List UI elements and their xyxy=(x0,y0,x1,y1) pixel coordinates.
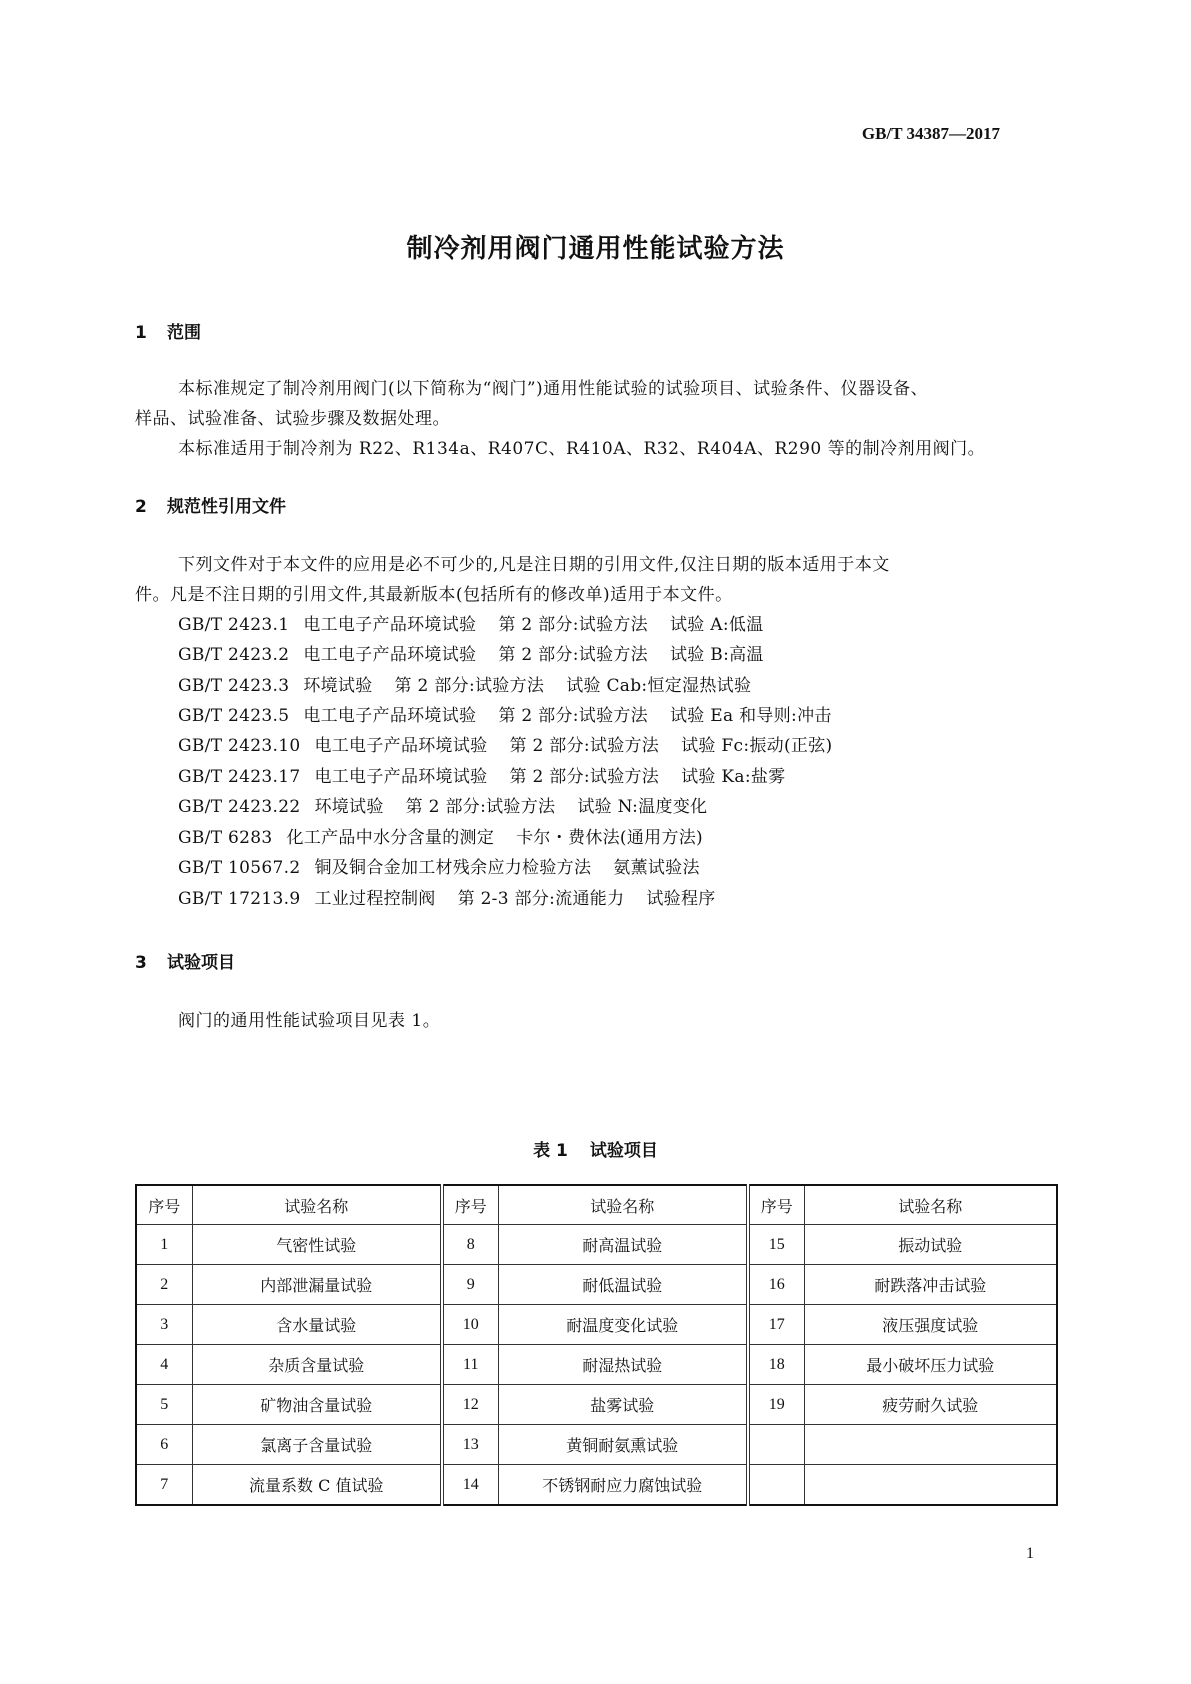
cell-seq: 1 xyxy=(136,1225,192,1265)
reference-test: 试验 Ka:盐雾 xyxy=(681,767,786,787)
cell-test-name: 振动试验 xyxy=(804,1225,1057,1265)
reference-title: 电工电子产品环境试验 xyxy=(314,767,488,787)
cell-test-name: 耐温度变化试验 xyxy=(498,1305,748,1345)
reference-title: 环境试验 xyxy=(314,797,384,817)
section-title: 试验项目 xyxy=(167,953,235,973)
reference-item xyxy=(178,671,751,696)
page-number: 1 xyxy=(1026,1545,1034,1562)
cell-test-name: 含水量试验 xyxy=(192,1305,442,1345)
table-row xyxy=(136,1465,1057,1506)
cell-seq: 10 xyxy=(442,1305,498,1345)
header-name: 试验名称 xyxy=(804,1185,1057,1225)
reference-code: GB/T 6283 xyxy=(178,828,273,848)
reference-part: 第 2 部分:试验方法 xyxy=(509,736,660,756)
cell-test-name xyxy=(804,1465,1057,1506)
reference-title: 铜及铜合金加工材残余应力检验方法 xyxy=(314,858,592,878)
cell-test-name: 液压强度试验 xyxy=(804,1305,1057,1345)
test-items-intro: 阀门的通用性能试验项目见表 1。 xyxy=(178,1011,441,1031)
cell-test-name: 气密性试验 xyxy=(192,1225,442,1265)
table-caption-label: 表 1 xyxy=(533,1141,568,1161)
table-header-row xyxy=(136,1185,1057,1225)
reference-code: GB/T 17213.9 xyxy=(178,889,301,909)
cell-seq: 4 xyxy=(136,1345,192,1385)
table-caption xyxy=(0,1136,1191,1161)
scope-paragraph-line: 本标准规定了制冷剂用阀门(以下简称为“阀门”)通用性能试验的试验项目、试验条件、仪器设备、 xyxy=(178,379,929,399)
table-caption-title: 试验项目 xyxy=(589,1141,658,1161)
references-intro-line: 下列文件对于本文件的应用是必不可少的,凡是注日期的引用文件,仅注日期的版本适用于本文 xyxy=(178,555,890,575)
cell-test-name: 耐低温试验 xyxy=(498,1265,748,1305)
section-1-heading xyxy=(135,318,201,343)
reference-title: 电工电子产品环境试验 xyxy=(303,645,477,665)
cell-seq: 15 xyxy=(748,1225,804,1265)
table-row xyxy=(136,1225,1057,1265)
reference-test: 试验程序 xyxy=(646,889,716,909)
cell-seq: 6 xyxy=(136,1425,192,1465)
table-row xyxy=(136,1345,1057,1385)
cell-seq: 12 xyxy=(442,1385,498,1425)
cell-test-name: 流量系数 C 值试验 xyxy=(192,1465,442,1506)
cell-seq: 18 xyxy=(748,1345,804,1385)
cell-seq xyxy=(748,1465,804,1506)
cell-seq: 7 xyxy=(136,1465,192,1506)
reference-title: 电工电子产品环境试验 xyxy=(314,736,488,756)
reference-part: 第 2-3 部分:流通能力 xyxy=(457,889,625,909)
reference-part: 氨薰试验法 xyxy=(613,858,700,878)
cell-test-name: 黄铜耐氨熏试验 xyxy=(498,1425,748,1465)
reference-part: 第 2 部分:试验方法 xyxy=(498,706,648,726)
reference-item xyxy=(178,701,832,726)
cell-test-name: 不锈钢耐应力腐蚀试验 xyxy=(498,1465,748,1506)
cell-seq: 9 xyxy=(442,1265,498,1305)
reference-title: 电工电子产品环境试验 xyxy=(303,706,477,726)
table-row xyxy=(136,1425,1057,1465)
reference-item xyxy=(178,884,716,909)
reference-part: 第 2 部分:试验方法 xyxy=(498,645,648,665)
cell-seq: 5 xyxy=(136,1385,192,1425)
reference-item xyxy=(178,731,832,756)
cell-test-name: 杂质含量试验 xyxy=(192,1345,442,1385)
section-2-heading xyxy=(135,492,286,517)
cell-test-name: 耐高温试验 xyxy=(498,1225,748,1265)
cell-seq: 8 xyxy=(442,1225,498,1265)
reference-test: 试验 Cab:恒定湿热试验 xyxy=(566,676,752,696)
cell-test-name: 矿物油含量试验 xyxy=(192,1385,442,1425)
reference-item xyxy=(178,823,725,848)
header-name: 试验名称 xyxy=(192,1185,442,1225)
cell-test-name: 疲劳耐久试验 xyxy=(804,1385,1057,1425)
references-intro-line: 件。凡是不注日期的引用文件,其最新版本(包括所有的修改单)适用于本文件。 xyxy=(135,585,733,605)
reference-title: 电工电子产品环境试验 xyxy=(303,615,477,635)
cell-seq: 3 xyxy=(136,1305,192,1345)
table-row xyxy=(136,1385,1057,1425)
reference-part: 第 2 部分:试验方法 xyxy=(509,767,660,787)
table-row xyxy=(136,1305,1057,1345)
reference-code: GB/T 2423.5 xyxy=(178,706,290,726)
cell-test-name xyxy=(804,1425,1057,1465)
reference-code: GB/T 2423.3 xyxy=(178,676,290,696)
section-title: 范围 xyxy=(167,323,201,343)
cell-test-name: 耐跌落冲击试验 xyxy=(804,1265,1057,1305)
test-items-table xyxy=(135,1184,1058,1506)
cell-test-name: 耐湿热试验 xyxy=(498,1345,748,1385)
header-name: 试验名称 xyxy=(498,1185,748,1225)
reference-code: GB/T 10567.2 xyxy=(178,858,301,878)
section-title: 规范性引用文件 xyxy=(167,497,286,517)
cell-seq: 16 xyxy=(748,1265,804,1305)
cell-seq xyxy=(748,1425,804,1465)
table-row xyxy=(136,1265,1057,1305)
reference-part: 第 2 部分:试验方法 xyxy=(405,797,556,817)
header-seq: 序号 xyxy=(442,1185,498,1225)
cell-test-name: 氯离子含量试验 xyxy=(192,1425,442,1465)
reference-item xyxy=(178,853,722,878)
header-seq: 序号 xyxy=(748,1185,804,1225)
reference-title: 化工产品中水分含量的测定 xyxy=(286,828,495,848)
section-number: 1 xyxy=(135,323,147,343)
cell-seq: 19 xyxy=(748,1385,804,1425)
reference-part: 第 2 部分:试验方法 xyxy=(498,615,648,635)
scope-applicability: 本标准适用于制冷剂为 R22、R134a、R407C、R410A、R32、R404A、R290 等的制冷剂用阀门。 xyxy=(178,439,986,459)
cell-seq: 2 xyxy=(136,1265,192,1305)
cell-seq: 17 xyxy=(748,1305,804,1345)
reference-title: 工业过程控制阀 xyxy=(314,889,436,909)
section-3-heading xyxy=(135,948,235,973)
section-number: 3 xyxy=(135,953,147,973)
reference-code: GB/T 2423.2 xyxy=(178,645,290,665)
reference-test: 试验 Ea 和导则:冲击 xyxy=(669,706,832,726)
reference-code: GB/T 2423.22 xyxy=(178,797,301,817)
reference-title: 环境试验 xyxy=(303,676,373,696)
reference-part: 第 2 部分:试验方法 xyxy=(394,676,545,696)
reference-item xyxy=(178,792,707,817)
reference-item xyxy=(178,640,764,665)
cell-seq: 11 xyxy=(442,1345,498,1385)
reference-test: 试验 N:温度变化 xyxy=(577,797,708,817)
reference-test: 试验 A:低温 xyxy=(669,615,764,635)
reference-code: GB/T 2423.10 xyxy=(178,736,301,756)
reference-item xyxy=(178,610,764,635)
reference-test: 试验 B:高温 xyxy=(669,645,764,665)
reference-test: 试验 Fc:振动(正弦) xyxy=(681,736,833,756)
reference-item xyxy=(178,762,785,787)
cell-test-name: 内部泄漏量试验 xyxy=(192,1265,442,1305)
cell-test-name: 盐雾试验 xyxy=(498,1385,748,1425)
cell-seq: 13 xyxy=(442,1425,498,1465)
reference-code: GB/T 2423.17 xyxy=(178,767,301,787)
section-number: 2 xyxy=(135,497,147,517)
reference-code: GB/T 2423.1 xyxy=(178,615,290,635)
cell-test-name: 最小破坏压力试验 xyxy=(804,1345,1057,1385)
scope-paragraph-line: 样品、试验准备、试验步骤及数据处理。 xyxy=(135,409,450,429)
standard-code: GB/T 34387—2017 xyxy=(861,124,1000,143)
document-title: 制冷剂用阀门通用性能试验方法 xyxy=(406,234,785,264)
header-seq: 序号 xyxy=(136,1185,192,1225)
reference-part: 卡尔・费休法(通用方法) xyxy=(516,828,703,848)
cell-seq: 14 xyxy=(442,1465,498,1506)
